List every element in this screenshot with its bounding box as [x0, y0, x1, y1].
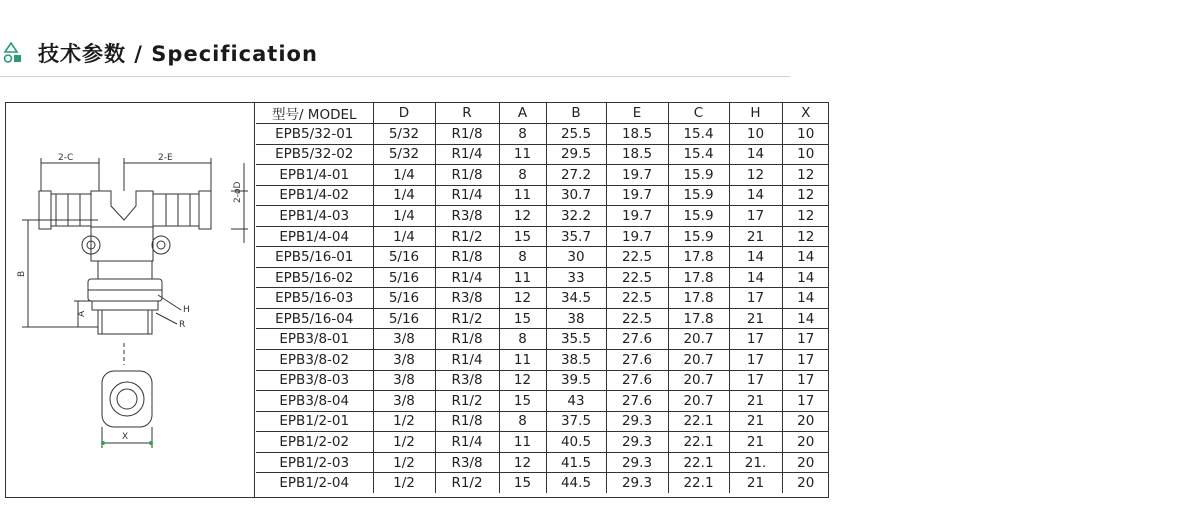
- table-cell: 8: [499, 329, 546, 350]
- table-cell: 35.7: [546, 226, 606, 247]
- model-cell: EPB3/8-01: [256, 329, 373, 350]
- table-cell: 1/2: [373, 432, 435, 453]
- model-cell: EPB1/2-02: [256, 432, 373, 453]
- table-row: [256, 124, 829, 145]
- table-cell: 21: [729, 391, 782, 412]
- table-cell: 27.6: [606, 370, 668, 391]
- table-cell: R1/4: [435, 267, 499, 288]
- table-cell: 15.9: [668, 185, 729, 206]
- table-cell: 17: [729, 206, 782, 227]
- table-cell: 22.5: [606, 247, 668, 268]
- table-cell: 19.7: [606, 206, 668, 227]
- table-cell: 17: [729, 329, 782, 350]
- table-cell: 22.1: [668, 452, 729, 473]
- table-row: [256, 473, 829, 493]
- table-cell: 15: [499, 473, 546, 493]
- table-cell: 27.6: [606, 350, 668, 371]
- table-cell: 5/16: [373, 308, 435, 329]
- table-cell: 17.8: [668, 247, 729, 268]
- table-cell: R1/8: [435, 247, 499, 268]
- table-cell: 20: [782, 473, 829, 493]
- dim-label-d: 2-øD: [233, 181, 243, 203]
- model-cell: EPB3/8-04: [256, 391, 373, 412]
- table-cell: R3/8: [435, 452, 499, 473]
- table-cell: 22.1: [668, 432, 729, 453]
- table-cell: 1/2: [373, 411, 435, 432]
- table-cell: R1/2: [435, 308, 499, 329]
- table-cell: 15.4: [668, 124, 729, 145]
- table-cell: 18.5: [606, 124, 668, 145]
- table-row: [256, 226, 829, 247]
- model-cell: EPB1/4-04: [256, 226, 373, 247]
- table-cell: 22.5: [606, 288, 668, 309]
- table-cell: 40.5: [546, 432, 606, 453]
- table-cell: 15.4: [668, 144, 729, 165]
- table-cell: R1/8: [435, 124, 499, 145]
- table-cell: R1/2: [435, 226, 499, 247]
- model-cell: EPB1/4-02: [256, 185, 373, 206]
- table-row: [256, 432, 829, 453]
- model-cell: EPB5/16-04: [256, 308, 373, 329]
- table-cell: 14: [729, 185, 782, 206]
- table-cell: 21: [729, 432, 782, 453]
- table-cell: 12: [782, 185, 829, 206]
- model-cell: EPB3/8-02: [256, 350, 373, 371]
- table-row: [256, 185, 829, 206]
- table-cell: 12: [782, 226, 829, 247]
- table-cell: 15: [499, 391, 546, 412]
- table-cell: 25.5: [546, 124, 606, 145]
- table-cell: R1/8: [435, 329, 499, 350]
- model-cell: EPB3/8-03: [256, 370, 373, 391]
- table-row: [256, 411, 829, 432]
- table-cell: 38.5: [546, 350, 606, 371]
- table-cell: 1/4: [373, 206, 435, 227]
- model-cell: EPB1/4-01: [256, 165, 373, 186]
- table-cell: 3/8: [373, 350, 435, 371]
- table-cell: 21: [729, 226, 782, 247]
- table-cell: 17: [782, 391, 829, 412]
- model-cell: EPB5/32-01: [256, 124, 373, 145]
- model-cell: EPB5/32-02: [256, 144, 373, 165]
- table-cell: 29.3: [606, 473, 668, 493]
- table-cell: 20: [782, 452, 829, 473]
- table-cell: 19.7: [606, 165, 668, 186]
- table-row: [256, 267, 829, 288]
- table-cell: 12: [782, 206, 829, 227]
- table-cell: 44.5: [546, 473, 606, 493]
- model-cell: EPB1/4-03: [256, 206, 373, 227]
- model-cell: EPB1/2-01: [256, 411, 373, 432]
- table-row: [256, 308, 829, 329]
- specification-panel: [5, 102, 829, 498]
- table-cell: R3/8: [435, 288, 499, 309]
- table-cell: 20.7: [668, 329, 729, 350]
- dim-label-h: H: [183, 305, 190, 315]
- table-cell: 12: [499, 206, 546, 227]
- table-cell: 10: [782, 124, 829, 145]
- table-cell: 3/8: [373, 391, 435, 412]
- model-cell: EPB1/2-03: [256, 452, 373, 473]
- dim-label-b: B: [17, 270, 27, 277]
- table-cell: 34.5: [546, 288, 606, 309]
- table-row: [256, 370, 829, 391]
- table-cell: 12: [782, 165, 829, 186]
- table-cell: 15.9: [668, 206, 729, 227]
- table-cell: 5/16: [373, 247, 435, 268]
- table-cell: 18.5: [606, 144, 668, 165]
- table-cell: 29.3: [606, 411, 668, 432]
- table-cell: 8: [499, 411, 546, 432]
- table-cell: 15.9: [668, 226, 729, 247]
- table-cell: 22.5: [606, 308, 668, 329]
- table-cell: 11: [499, 144, 546, 165]
- table-cell: R3/8: [435, 206, 499, 227]
- table-cell: 19.7: [606, 185, 668, 206]
- table-cell: 14: [782, 308, 829, 329]
- table-cell: 20.7: [668, 350, 729, 371]
- table-cell: 30: [546, 247, 606, 268]
- section-header: [0, 30, 790, 70]
- table-cell: 17.8: [668, 267, 729, 288]
- model-cell: EPB5/16-02: [256, 267, 373, 288]
- column-header: X: [782, 103, 829, 124]
- table-cell: 15: [499, 226, 546, 247]
- table-cell: R1/8: [435, 165, 499, 186]
- table-cell: 43: [546, 391, 606, 412]
- column-header: D: [373, 103, 435, 124]
- dim-label-a: A: [77, 310, 87, 317]
- table-cell: 21: [729, 473, 782, 493]
- column-header: H: [729, 103, 782, 124]
- spec-table: [256, 103, 829, 493]
- table-cell: 11: [499, 185, 546, 206]
- table-cell: 8: [499, 124, 546, 145]
- table-cell: 14: [782, 247, 829, 268]
- table-cell: R1/2: [435, 473, 499, 493]
- dim-label-c: 2-C: [58, 153, 74, 163]
- table-cell: 17.8: [668, 288, 729, 309]
- table-row: [256, 206, 829, 227]
- table-cell: 1/4: [373, 165, 435, 186]
- table-cell: 12: [499, 370, 546, 391]
- column-header: 型号/ MODEL: [256, 103, 373, 124]
- header-divider: [0, 76, 790, 77]
- table-row: [256, 452, 829, 473]
- table-cell: 17.8: [668, 308, 729, 329]
- table-cell: 27.6: [606, 329, 668, 350]
- table-cell: 30.7: [546, 185, 606, 206]
- table-cell: 8: [499, 165, 546, 186]
- table-cell: 10: [782, 144, 829, 165]
- table-cell: 37.5: [546, 411, 606, 432]
- table-header-row: [256, 103, 829, 124]
- table-cell: 27.2: [546, 165, 606, 186]
- table-row: [256, 329, 829, 350]
- table-cell: 1/2: [373, 473, 435, 493]
- table-cell: 41.5: [546, 452, 606, 473]
- table-cell: 20: [782, 411, 829, 432]
- table-cell: 17: [782, 350, 829, 371]
- table-cell: 11: [499, 432, 546, 453]
- table-cell: 29.3: [606, 432, 668, 453]
- tee-fitting-diagram: [6, 103, 254, 497]
- table-cell: 29.5: [546, 144, 606, 165]
- table-cell: 1/4: [373, 185, 435, 206]
- model-cell: EPB1/2-04: [256, 473, 373, 493]
- table-cell: 14: [782, 267, 829, 288]
- table-cell: 20: [782, 432, 829, 453]
- table-cell: 29.3: [606, 452, 668, 473]
- table-cell: 5/16: [373, 267, 435, 288]
- model-cell: EPB5/16-01: [256, 247, 373, 268]
- table-cell: 3/8: [373, 370, 435, 391]
- table-cell: 22.5: [606, 267, 668, 288]
- table-body: [256, 124, 829, 493]
- table-cell: 15.9: [668, 165, 729, 186]
- table-cell: 1/4: [373, 226, 435, 247]
- dim-label-e: 2-E: [158, 153, 173, 163]
- column-header: R: [435, 103, 499, 124]
- fitting-drawing: [6, 103, 255, 497]
- table-row: [256, 144, 829, 165]
- table-cell: 20.7: [668, 370, 729, 391]
- shapes-icon: [3, 42, 23, 64]
- table-cell: 35.5: [546, 329, 606, 350]
- table-row: [256, 391, 829, 412]
- table-cell: 12: [499, 288, 546, 309]
- dim-label-x: X: [122, 432, 129, 442]
- table-cell: 32.2: [546, 206, 606, 227]
- table-cell: 14: [729, 247, 782, 268]
- table-cell: R3/8: [435, 370, 499, 391]
- table-cell: 12: [729, 165, 782, 186]
- table-cell: R1/8: [435, 411, 499, 432]
- table-cell: 39.5: [546, 370, 606, 391]
- column-header: C: [668, 103, 729, 124]
- table-cell: 11: [499, 267, 546, 288]
- model-cell: EPB5/16-03: [256, 288, 373, 309]
- table-cell: 22.1: [668, 411, 729, 432]
- table-cell: R1/4: [435, 350, 499, 371]
- table-cell: 5/32: [373, 124, 435, 145]
- table-cell: 33: [546, 267, 606, 288]
- column-header: B: [546, 103, 606, 124]
- table-row: [256, 165, 829, 186]
- table-row: [256, 288, 829, 309]
- table-cell: 11: [499, 350, 546, 371]
- column-header: A: [499, 103, 546, 124]
- table-cell: R1/4: [435, 144, 499, 165]
- table-cell: 19.7: [606, 226, 668, 247]
- table-cell: R1/4: [435, 432, 499, 453]
- table-cell: 12: [499, 452, 546, 473]
- table-cell: 22.1: [668, 473, 729, 493]
- table-cell: 27.6: [606, 391, 668, 412]
- table-cell: 15: [499, 308, 546, 329]
- table-cell: 5/32: [373, 144, 435, 165]
- table-cell: R1/2: [435, 391, 499, 412]
- table-cell: 1/2: [373, 452, 435, 473]
- table-cell: 5/16: [373, 288, 435, 309]
- table-cell: 21: [729, 308, 782, 329]
- table-cell: 8: [499, 247, 546, 268]
- table-cell: 3/8: [373, 329, 435, 350]
- table-cell: 17: [782, 370, 829, 391]
- column-header: E: [606, 103, 668, 124]
- table-cell: 14: [729, 144, 782, 165]
- table-cell: 21: [729, 411, 782, 432]
- table-cell: R1/4: [435, 185, 499, 206]
- table-cell: 14: [782, 288, 829, 309]
- table-cell: 10: [729, 124, 782, 145]
- table-cell: 38: [546, 308, 606, 329]
- table-row: [256, 247, 829, 268]
- table-row: [256, 350, 829, 371]
- table-cell: 14: [729, 267, 782, 288]
- table-cell: 17: [729, 370, 782, 391]
- dim-label-r: R: [179, 320, 186, 330]
- section-title: 技术参数 / Specification: [38, 42, 318, 66]
- table-cell: 20.7: [668, 391, 729, 412]
- table-cell: 17: [729, 350, 782, 371]
- table-cell: 21.: [729, 452, 782, 473]
- table-cell: 17: [729, 288, 782, 309]
- table-cell: 17: [782, 329, 829, 350]
